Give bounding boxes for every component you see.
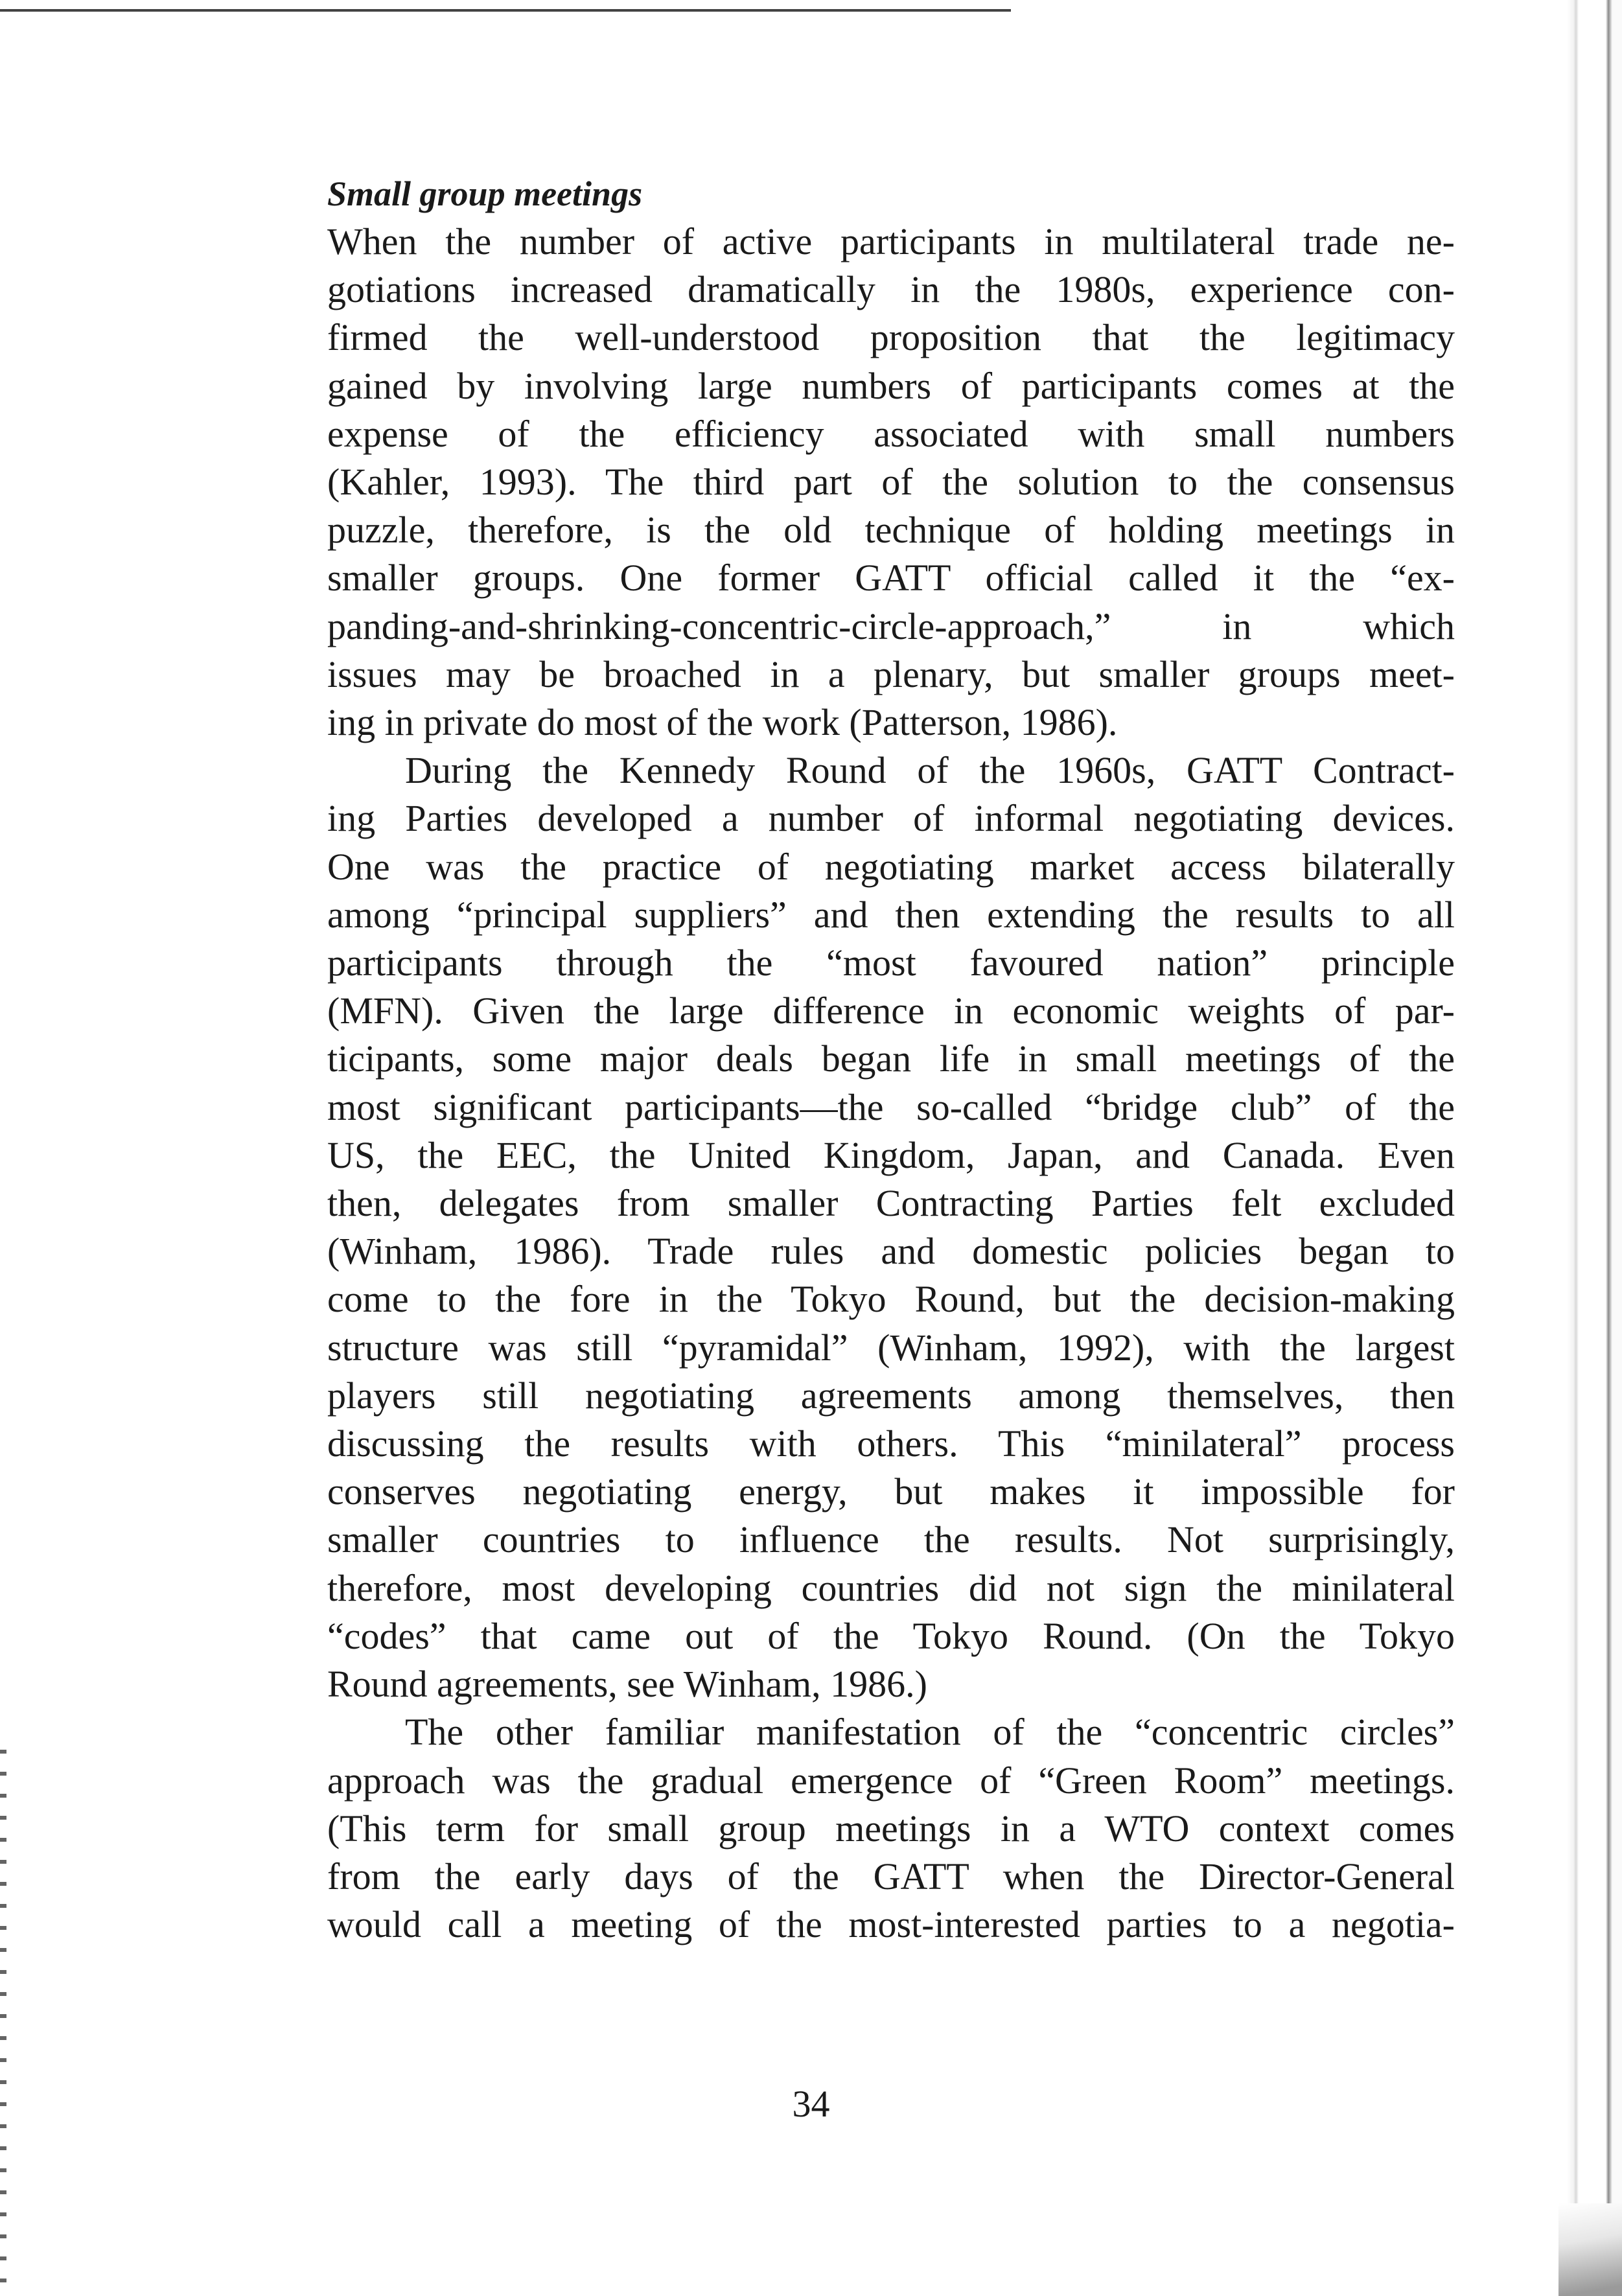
text-line: One was the practice of negotiating market access bilaterally xyxy=(327,845,1455,888)
text-line: The other familiar manifestation of the “concentric circles” xyxy=(405,1711,1455,1754)
paragraph xyxy=(327,218,1455,747)
text-line: During the Kennedy Round of the 1960s, GATT Contract- xyxy=(405,749,1455,792)
paragraph xyxy=(327,1708,1455,1949)
text-line: therefore, most developing countries did not sign the minilateral xyxy=(327,1566,1455,1609)
text-line: approach was the gradual emergence of “Green Room” meetings. xyxy=(327,1759,1455,1802)
text-line: issues may be broached in a plenary, but smaller groups meet- xyxy=(327,653,1455,695)
text-line: discussing the results with others. This “minilateral” process xyxy=(327,1422,1455,1465)
text-line: from the early days of the GATT when the Director-General xyxy=(327,1855,1455,1897)
text-line: US, the EEC, the United Kingdom, Japan, and Canada. Even xyxy=(327,1133,1455,1176)
text-line: (Winham, 1986). Trade rules and domestic policies began to xyxy=(327,1230,1455,1273)
scan-right-edge xyxy=(1567,0,1622,2296)
text-line: panding-and-shrinking-concentric-circle-approach,” in which xyxy=(327,605,1455,647)
text-line: structure was still “pyramidal” (Winham, 1992), with the largest xyxy=(327,1326,1455,1369)
text-line: smaller countries to influence the results. Not surprisingly, xyxy=(327,1518,1455,1561)
text-line: gained by involving large numbers of participants comes at the xyxy=(327,364,1455,407)
text-line: gotiations increased dramatically in the 1980s, experience con- xyxy=(327,268,1455,311)
text-line: firmed the well-understood proposition that the legitimacy xyxy=(327,316,1455,359)
text-line: smaller groups. One former GATT official called it the “ex- xyxy=(327,557,1455,599)
text-line: conserves negotiating energy, but makes it impossible for xyxy=(327,1470,1455,1513)
text-line: would call a meeting of the most-interested parties to a negotia- xyxy=(327,1903,1455,1946)
scan-page-curl xyxy=(1558,2203,1622,2296)
text-line: expense of the efficiency associated with small numbers xyxy=(327,412,1455,455)
text-line: ing Parties developed a number of informal negotiating devices. xyxy=(327,797,1455,840)
text-line: Round agreements, see Winham, 1986.) xyxy=(327,1663,927,1706)
text-line: puzzle, therefore, is the old technique of holding meetings in xyxy=(327,509,1455,551)
text-line: ticipants, some major deals began life in small meetings of the xyxy=(327,1038,1455,1080)
text-line: “codes” that came out of the Tokyo Round. (On the Tokyo xyxy=(327,1614,1455,1657)
paragraph xyxy=(327,747,1455,1708)
text-line: then, delegates from smaller Contracting Parties felt excluded xyxy=(327,1182,1455,1225)
text-line: (Kahler, 1993). The third part of the solution to the consensus xyxy=(327,461,1455,504)
text-line: players still negotiating agreements among themselves, then xyxy=(327,1374,1455,1417)
text-line: among “principal suppliers” and then extending the results to all xyxy=(327,893,1455,936)
page-body xyxy=(327,170,1455,1949)
body-text xyxy=(327,218,1455,1949)
text-line: ing in private do most of the work (Patterson, 1986). xyxy=(327,701,1118,744)
scan-top-rule xyxy=(0,9,1011,12)
text-line: most significant participants—the so-called “bridge club” of the xyxy=(327,1085,1455,1128)
text-line: When the number of active participants in multilateral trade ne- xyxy=(327,220,1455,262)
section-heading: Small group meetings xyxy=(327,174,643,213)
text-line: come to the fore in the Tokyo Round, but the decision-making xyxy=(327,1278,1455,1321)
scan-left-edge xyxy=(0,1750,6,2296)
text-line: (This term for small group meetings in a WTO context comes xyxy=(327,1807,1455,1850)
text-line: participants through the “most favoured nation” principle xyxy=(327,942,1455,984)
text-line: (MFN). Given the large difference in economic weights of par- xyxy=(327,990,1455,1032)
page-number: 34 xyxy=(792,2083,830,2125)
